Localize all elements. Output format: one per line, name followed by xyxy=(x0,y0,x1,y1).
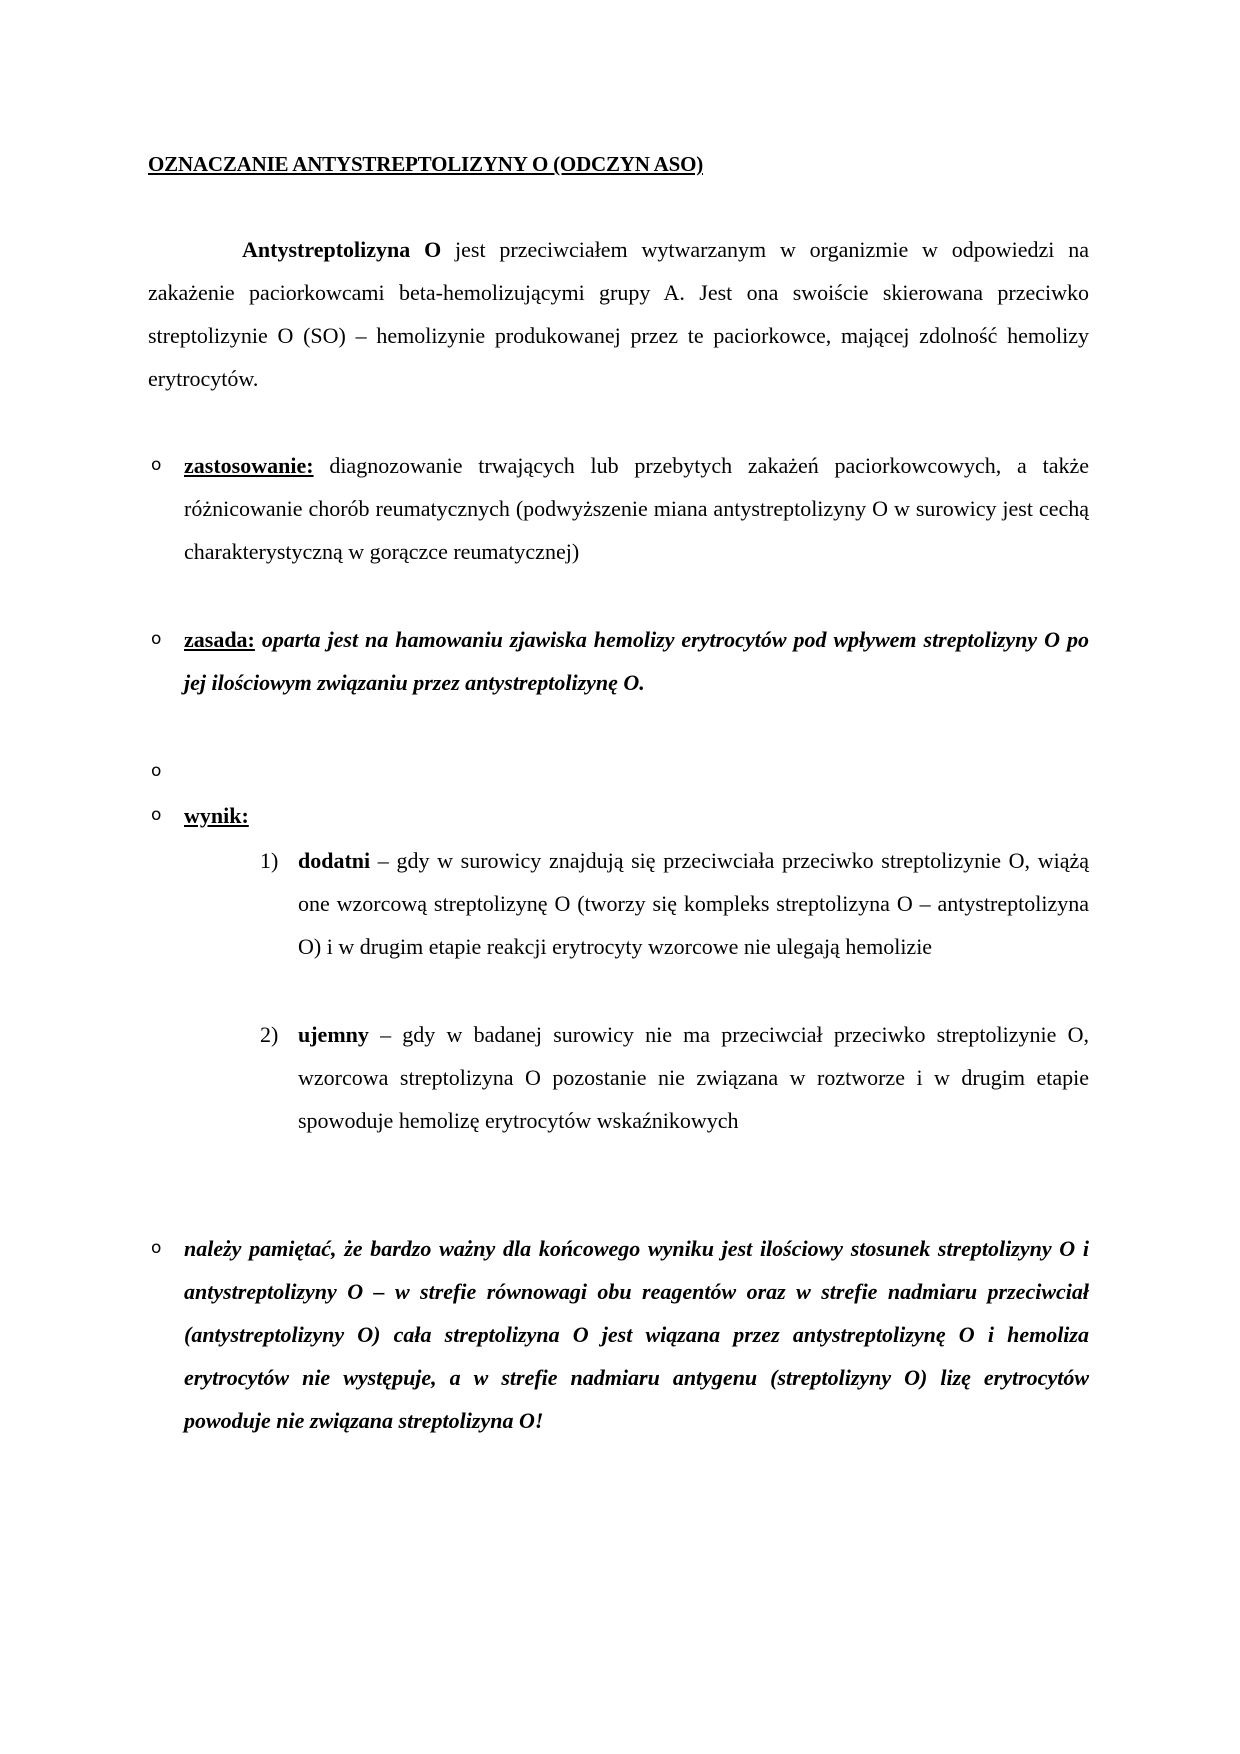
intro-paragraph xyxy=(148,228,1089,400)
bullet-note xyxy=(148,1227,1089,1442)
bullet-icon: o xyxy=(151,629,162,649)
zastosowanie-text: diagnozowanie trwających lub przebytych zakażeń paciorkowcowych, a także różnicowanie chorób reumatycznych (podwyższenie miana antystreptolizyny O w surowicy jest cechą charakterystyczną w gorączce reumatycznej) xyxy=(184,453,1089,564)
wynik-label: wynik: xyxy=(184,803,249,828)
item-number: 1) xyxy=(260,848,279,873)
bullet-zasada xyxy=(148,618,1089,704)
intro-term: Antystreptolizyna O xyxy=(242,237,442,262)
bullet-zastosowanie xyxy=(148,444,1089,573)
bullet-icon: o xyxy=(151,1238,162,1258)
item-term: ujemny xyxy=(298,1022,369,1047)
bullet-wynik xyxy=(148,794,1089,837)
item-term: dodatni xyxy=(298,848,371,873)
item-text: – gdy w badanej surowicy nie ma przeciwciał przeciwko streptolizynie O, wzorcowa streptolizyna O pozostanie nie związana w roztworze i w drugim etapie spowoduje hemolizę erytrocytów wskaźnikowych xyxy=(298,1022,1089,1133)
item-number: 2) xyxy=(260,1022,279,1047)
result-item-negative xyxy=(260,1013,1089,1142)
document-title: OZNACZANIE ANTYSTREPTOLIZYNY O (ODCZYN ASO) xyxy=(148,152,703,176)
bullet-icon: o xyxy=(151,805,162,825)
zastosowanie-label: zastosowanie: xyxy=(184,453,314,478)
bullet-icon: o xyxy=(151,761,162,781)
result-item-positive xyxy=(260,839,1089,968)
note-text: należy pamiętać, że bardzo ważny dla końcowego wyniku jest ilościowy stosunek streptolizyny O i antystreptolizyny O – w strefie równowagi obu reagentów oraz w strefie nadmiaru przeciwciał (antystreptolizyny O) cała streptolizyna O jest wiązana przez antystreptolizynę O i hemoliza erytrocytów nie występuje, a w strefie nadmiaru antygenu (streptolizyny O) lizę erytrocytów powoduje nie związana streptolizyna O! xyxy=(184,1236,1089,1433)
bullet-icon: o xyxy=(151,455,162,475)
zasada-label: zasada: xyxy=(184,627,255,652)
zasada-text: oparta jest na hamowaniu zjawiska hemolizy erytrocytów pod wpływem streptolizyny O po jej ilościowym związaniu przez antystreptolizynę O. xyxy=(184,627,1089,695)
intro-text: jest przeciwciałem wytwarzanym w organizmie w odpowiedzi na zakażenie paciorkowcami beta-hemolizującymi grupy A. Jest ona swoiście skierowana przeciwko streptolizynie O (SO) – hemolizynie produkowanej przez te paciorkowce, mającej zdolność hemolizy erytrocytów. xyxy=(148,237,1089,391)
item-text: – gdy w surowicy znajdują się przeciwciała przeciwko streptolizynie O, wiążą one wzorcową streptolizynę O (tworzy się kompleks streptolizyna O – antystreptolizyna O) i w drugim etapie reakcji erytrocyty wzorcowe nie ulegają hemolizie xyxy=(298,848,1089,959)
bullet-empty xyxy=(148,750,1089,793)
